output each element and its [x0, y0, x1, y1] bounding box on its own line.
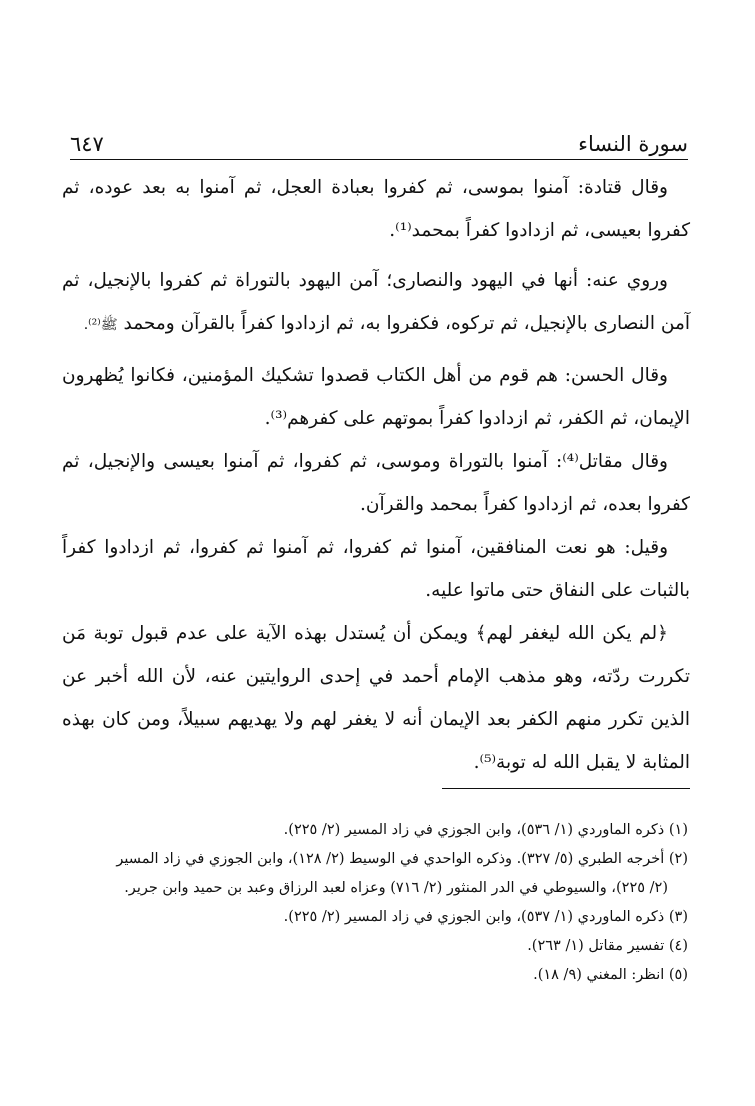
main-text — [62, 166, 690, 784]
paragraph-qatada: وقال قتادة: آمنوا بموسى، ثم كفروا بعبادة العجل، ثم آمنوا به بعد عوده، ثم كفروا بعيسى، ثم ازدادوا كفراً بمحمد⁽¹⁾. — [62, 177, 690, 241]
paragraph-muqatil: وقال مقاتل⁽⁴⁾: آمنوا بالتوراة وموسى، ثم كفروا، ثم آمنوا بعيسى والإنجيل، ثم كفروا بعده، ثم ازدادوا كفراً بمحمد والقرآن. — [62, 451, 690, 515]
paragraph-ruling: ﴿لم يكن الله ليغفر لهم﴾ ويمكن أن يُستدل بهذه الآية على عدم قبول توبة مَن تكررت ردّته، وهو مذهب الإمام أحمد في إحدى الروايتين عنه، لأن الله أخبر عن الذين تكرر منهم الكفر بعد الإيمان أنه لا يغفر لهم ولا يهديهم سبيلاً، ومن كان بهذه المثابة لا يقبل الله له توبة⁽⁵⁾. — [62, 623, 690, 773]
paragraph-narration-text: وروي عنه: أنها في اليهود والنصارى؛ آمن اليهود بالتوراة ثم كفروا بالإنجيل، ثم آمن النصارى بالإنجيل، ثم تركوه، فكفروا به، ثم ازدادوا كفراً بالقرآن ومحمد — [62, 270, 690, 334]
footnote-2: (٢) أخرجه الطبري (٥/ ٣٢٧). وذكره الواحدي في الوسيط (٢/ ١٢٨)، وابن الجوزي في زاد المسير — [116, 851, 688, 867]
page-header — [70, 126, 688, 156]
footnote-2-continued: (٢/ ٢٢٥)، والسيوطي في الدر المنثور (٢/ ٧١٦) وعزاه لعبد الرزاق وعبد بن حميد وابن جرير. — [124, 880, 668, 896]
footnote-3: (٣) ذكره الماوردي (١/ ٥٣٧)، وابن الجوزي في زاد المسير (٢/ ٢٢٥). — [283, 909, 688, 925]
page-number: ٦٤٧ — [70, 132, 104, 156]
footnote-divider — [442, 788, 690, 789]
honorific-salutation: ﷺ⁽²⁾. — [83, 317, 118, 333]
paragraph-narration — [62, 259, 690, 347]
header-divider — [70, 159, 688, 160]
footnote-5: (٥) انظر: المغني (٩/ ١٨). — [533, 967, 688, 983]
footnote-4: (٤) تفسير مقاتل (١/ ٢٦٣). — [527, 938, 688, 954]
footnotes — [72, 816, 688, 990]
paragraph-hasan: وقال الحسن: هم قوم من أهل الكتاب قصدوا تشكيك المؤمنين، فكانوا يُظهرون الإيمان، ثم الكفر، ثم ازدادوا كفراً بموتهم على كفرهم⁽³⁾. — [62, 365, 690, 429]
paragraph-hypocrites: وقيل: هو نعت المنافقين، آمنوا ثم كفروا، ثم آمنوا ثم كفروا، ثم ازدادوا كفراً بالثبات على النفاق حتى ماتوا عليه. — [62, 537, 690, 601]
footnote-1: (١) ذكره الماوردي (١/ ٥٣٦)، وابن الجوزي في زاد المسير (٢/ ٢٢٥). — [283, 822, 688, 838]
surah-title: سورة النساء — [578, 132, 688, 156]
